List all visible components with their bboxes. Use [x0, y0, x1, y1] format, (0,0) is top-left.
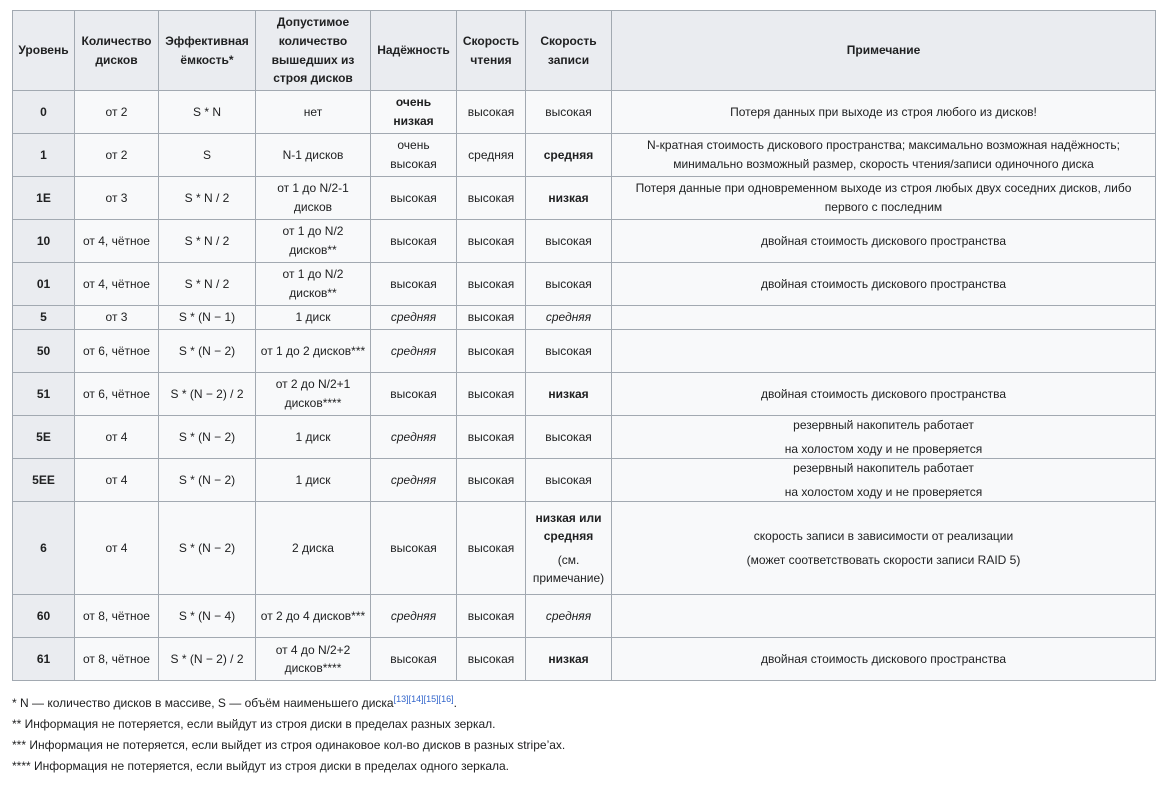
header-capacity: Эффективная ёмкость* [159, 11, 256, 91]
cell-reliability-text: высокая [390, 652, 437, 667]
table-row [13, 306, 1156, 330]
cell-write-speed-text: высокая [545, 276, 592, 291]
cell-level-text: 60 [36, 609, 51, 624]
cell-capacity [159, 416, 256, 459]
cell-tolerance-text: нет [303, 104, 323, 119]
cell-write-speed-text: высокая [545, 104, 592, 119]
footnote-4: **** Информация не потеряется, если выйдут из строя диски в пределах одного зеркала. [12, 759, 510, 773]
cell-level-text: 5EE [32, 472, 55, 487]
cell-write-speed-text: средняя [545, 310, 592, 325]
cell-reliability-text: средняя [390, 472, 437, 487]
cell-write-speed-text: средняя [545, 609, 592, 624]
cell-reliability [371, 638, 457, 681]
cell-capacity [159, 220, 256, 263]
cell-tolerance [256, 134, 371, 177]
cell-capacity [159, 263, 256, 306]
cell-tolerance-text: от 2 до N/2+1 дисков**** [275, 377, 351, 410]
cell-read-speed-text: высокая [467, 472, 515, 487]
cell-capacity [159, 330, 256, 373]
table-row [13, 177, 1156, 220]
header-tolerance: Допустимое количество вышедших из строя дисков [256, 11, 371, 91]
cell-tolerance [256, 220, 371, 263]
cell-capacity [159, 177, 256, 220]
cell-capacity-text: S * N / 2 [184, 190, 230, 205]
cell-capacity [159, 502, 256, 595]
cell-note-text-extra: на холостом ходу и не проверяется [784, 484, 983, 499]
cell-level [13, 330, 75, 373]
cell-disks-text: от 4 [105, 429, 128, 444]
cell-tolerance-text: 1 диск [295, 472, 331, 487]
table-row [13, 416, 1156, 459]
cell-tolerance [256, 502, 371, 595]
cell-write-speed [526, 134, 612, 177]
cell-tolerance [256, 91, 371, 134]
cell-reliability-text: средняя [390, 609, 437, 624]
cell-reliability-text: средняя [390, 429, 437, 444]
header-level: Уровень [13, 11, 75, 91]
cell-disks [75, 263, 159, 306]
cell-write-speed [526, 459, 612, 502]
cell-read-speed-text: высокая [467, 386, 515, 401]
cell-write-speed-text: высокая [545, 429, 592, 444]
cell-tolerance [256, 263, 371, 306]
header-read-speed: Скорость чтения [457, 11, 526, 91]
cell-tolerance [256, 177, 371, 220]
table-body [13, 91, 1156, 681]
cell-write-speed [526, 416, 612, 459]
cell-capacity-text: S * N [192, 104, 221, 119]
cell-capacity [159, 638, 256, 681]
cell-tolerance [256, 459, 371, 502]
table-row [13, 502, 1156, 595]
cell-capacity-text: S * (N − 2) [178, 472, 236, 487]
cell-reliability [371, 177, 457, 220]
cell-disks [75, 306, 159, 330]
cell-capacity [159, 373, 256, 416]
cell-disks-text: от 8, чётное [83, 652, 150, 667]
cell-note [612, 502, 1156, 595]
cell-write-speed-text: низкая [548, 386, 589, 401]
cell-note [612, 177, 1156, 220]
cell-read-speed [457, 220, 526, 263]
cell-note-text: двойная стоимость дискового пространства [760, 233, 1007, 248]
footnote-3: *** Информация не потеряется, если выйдет из строя одинаковое кол-во дисков в разных stripe’ах. [12, 738, 566, 752]
footnote-1-text: * N — количество дисков в массиве, S — объём наименьшего диска [12, 696, 394, 710]
cell-note-text: Потеря данных при выходе из строя любого из дисков! [730, 104, 1037, 119]
table-header-row [13, 11, 1156, 91]
header-reliability: Надёжность [371, 11, 457, 91]
table-row [13, 373, 1156, 416]
cell-disks [75, 91, 159, 134]
cell-disks [75, 373, 159, 416]
cell-note-text: двойная стоимость дискового пространства [760, 652, 1007, 667]
cell-read-speed [457, 134, 526, 177]
cell-level [13, 306, 75, 330]
cell-capacity-text: S * (N − 2) / 2 [170, 386, 244, 401]
cell-capacity [159, 306, 256, 330]
cell-read-speed [457, 373, 526, 416]
cell-tolerance [256, 595, 371, 638]
cell-level-text: 61 [36, 652, 51, 667]
cell-disks [75, 220, 159, 263]
cell-disks [75, 330, 159, 373]
cell-level [13, 459, 75, 502]
cell-note-text: резервный накопитель работает [793, 418, 974, 432]
header-disks: Количество дисков [75, 11, 159, 91]
cell-read-speed-text: средняя [468, 147, 514, 162]
cell-tolerance-text: 2 диска [292, 541, 334, 556]
cell-note [612, 220, 1156, 263]
cell-note [612, 373, 1156, 416]
cell-read-speed [457, 502, 526, 595]
cell-note-text: двойная стоимость дискового пространства [760, 276, 1007, 291]
cell-read-speed-text: высокая [467, 276, 515, 291]
cell-disks-text: от 6, чётное [83, 343, 150, 358]
cell-disks [75, 502, 159, 595]
cell-read-speed [457, 638, 526, 681]
cell-capacity-text: S * (N − 2) [178, 343, 236, 358]
cell-note-text: скорость записи в зависимости от реализации [753, 529, 1014, 544]
cell-reliability-text: средняя [390, 310, 437, 325]
cell-reliability-text: высокая [390, 541, 437, 556]
cell-level-text: 0 [40, 104, 47, 119]
cell-reliability [371, 373, 457, 416]
cell-tolerance-text: от 1 до N/2-1 дисков [277, 181, 349, 214]
cell-note-text-extra: на холостом ходу и не проверяется [784, 441, 983, 456]
cell-level-text: 51 [36, 386, 51, 401]
cell-write-speed [526, 306, 612, 330]
footnote-1 [12, 693, 565, 714]
header-note: Примечание [612, 11, 1156, 91]
cell-write-speed-text: высокая [545, 343, 592, 358]
cell-write-speed [526, 502, 612, 595]
cell-level-text: 1E [36, 190, 51, 205]
cell-disks-text: от 4 [105, 541, 128, 556]
cell-note-text-extra: (может соответствовать скорости записи RAID 5) [746, 552, 1021, 567]
cell-tolerance [256, 306, 371, 330]
cell-reliability-text: средняя [390, 343, 437, 358]
cell-reliability [371, 330, 457, 373]
cell-read-speed [457, 177, 526, 220]
cell-reliability-text: очень низкая [393, 95, 434, 128]
cell-capacity [159, 91, 256, 134]
cell-write-speed [526, 330, 612, 373]
cell-level [13, 91, 75, 134]
cell-capacity [159, 134, 256, 177]
cell-capacity-text: S * (N − 2) / 2 [170, 652, 244, 667]
cell-disks [75, 459, 159, 502]
cell-capacity [159, 459, 256, 502]
cell-disks-text: от 4, чётное [83, 276, 150, 291]
cell-note [612, 330, 1156, 373]
cell-note [612, 459, 1156, 502]
cell-level [13, 177, 75, 220]
cell-reliability [371, 416, 457, 459]
header-write-speed: Скорость записи [526, 11, 612, 91]
cell-level [13, 263, 75, 306]
cell-read-speed-text: высокая [467, 233, 515, 248]
cell-reliability [371, 595, 457, 638]
cell-level [13, 220, 75, 263]
cell-write-speed-text: высокая [545, 472, 592, 487]
cell-write-speed [526, 91, 612, 134]
cell-disks-text: от 8, чётное [83, 609, 150, 624]
cell-tolerance-text: 1 диск [295, 429, 331, 444]
cell-note [612, 91, 1156, 134]
cell-note [612, 416, 1156, 459]
cell-read-speed [457, 595, 526, 638]
cell-write-speed-text-extra: (см. примечание) [532, 552, 605, 586]
cell-read-speed-text: высокая [467, 541, 515, 556]
cell-level-text: 50 [36, 343, 51, 358]
cell-write-speed [526, 220, 612, 263]
cell-reliability-text: высокая [390, 386, 437, 401]
cell-read-speed-text: высокая [467, 310, 515, 325]
cell-reliability-text: высокая [390, 276, 437, 291]
cell-read-speed-text: высокая [467, 343, 515, 358]
cell-write-speed [526, 263, 612, 306]
cell-note [612, 595, 1156, 638]
cell-reliability-text: очень высокая [390, 138, 437, 171]
cell-tolerance-text: от 1 до N/2 дисков** [282, 224, 344, 257]
cell-tolerance-text: N-1 дисков [282, 147, 344, 162]
raid-levels-table [12, 10, 1156, 681]
cell-note [612, 638, 1156, 681]
cell-disks-text: от 3 [105, 310, 128, 325]
cell-read-speed [457, 330, 526, 373]
cell-level [13, 502, 75, 595]
table-row [13, 330, 1156, 373]
cell-level-text: 5 [40, 310, 47, 325]
cell-read-speed-text: высокая [467, 652, 515, 667]
cell-write-speed [526, 373, 612, 416]
cell-level-text: 1 [40, 147, 47, 162]
cell-reliability [371, 134, 457, 177]
cell-note-text: N-кратная стоимость дискового пространства; максимально возможная надёжность; минимально возможный размер, скорость чтения/записи одиночного диска [646, 138, 1120, 171]
cell-level [13, 373, 75, 416]
cell-disks [75, 638, 159, 681]
cell-capacity-text: S * N / 2 [184, 276, 230, 291]
cell-capacity-text: S * (N − 2) [178, 429, 236, 444]
cell-disks-text: от 2 [105, 104, 128, 119]
cell-read-speed [457, 416, 526, 459]
cell-disks-text: от 2 [105, 147, 128, 162]
cell-level [13, 595, 75, 638]
cell-reliability [371, 502, 457, 595]
cell-reliability [371, 263, 457, 306]
cell-tolerance-text: от 1 до 2 дисков*** [260, 343, 366, 358]
cell-capacity-text: S * N / 2 [184, 233, 230, 248]
cell-level-text: 01 [36, 276, 51, 291]
cell-level [13, 638, 75, 681]
cell-disks-text: от 6, чётное [83, 386, 150, 401]
cell-level-text: 6 [40, 541, 47, 556]
footnote-1-period: . [453, 696, 457, 710]
cell-level [13, 134, 75, 177]
cell-read-speed-text: высокая [467, 104, 515, 119]
cell-tolerance [256, 638, 371, 681]
footnote-2: ** Информация не потеряется, если выйдут из строя диски в пределах разных зеркал. [12, 717, 496, 731]
table-row [13, 459, 1156, 502]
cell-tolerance-text: от 1 до N/2 дисков** [282, 267, 344, 300]
cell-note-text: двойная стоимость дискового пространства [760, 386, 1007, 401]
cell-level-text: 5E [36, 429, 51, 444]
cell-tolerance-text: от 4 до N/2+2 дисков**** [275, 642, 351, 676]
cell-reliability-text: высокая [390, 190, 437, 205]
cell-read-speed [457, 306, 526, 330]
cell-write-speed-text: высокая [545, 233, 592, 248]
cell-disks [75, 416, 159, 459]
cell-disks-text: от 4, чётное [83, 233, 150, 248]
table-row [13, 91, 1156, 134]
cell-disks-text: от 4 [105, 472, 128, 487]
cell-note-text: Потеря данные при одновременном выходе из строя любых двух соседних дисков, либо первого с последним [635, 181, 1132, 214]
cell-write-speed [526, 595, 612, 638]
cell-read-speed [457, 459, 526, 502]
cell-tolerance-text: 1 диск [295, 310, 331, 325]
cell-tolerance-text: от 2 до 4 дисков*** [260, 609, 366, 624]
cell-write-speed-text: низкая [548, 652, 589, 667]
cell-read-speed-text: высокая [467, 429, 515, 444]
cell-write-speed-text: низкая или средняя [535, 510, 602, 544]
cell-write-speed [526, 638, 612, 681]
cell-tolerance [256, 416, 371, 459]
cell-reliability [371, 91, 457, 134]
table-row [13, 595, 1156, 638]
cell-tolerance [256, 330, 371, 373]
cell-write-speed-text: низкая [548, 190, 589, 205]
cell-tolerance [256, 373, 371, 416]
cell-disks [75, 134, 159, 177]
cell-disks [75, 595, 159, 638]
table-row [13, 638, 1156, 681]
cell-level-text: 10 [36, 233, 51, 248]
cell-capacity [159, 595, 256, 638]
cell-read-speed [457, 91, 526, 134]
table-row [13, 220, 1156, 263]
cell-capacity-text: S * (N − 4) [178, 609, 236, 624]
cell-capacity-text: S * (N − 1) [178, 310, 236, 325]
cell-write-speed-text: средняя [543, 147, 594, 162]
cell-capacity-text: S * (N − 2) [178, 541, 236, 556]
cell-read-speed [457, 263, 526, 306]
footnote-1-references[interactable]: [13][14][15][16] [393, 694, 454, 704]
cell-note-text: резервный накопитель работает [793, 461, 974, 476]
cell-disks [75, 177, 159, 220]
cell-note [612, 306, 1156, 330]
cell-reliability-text: высокая [390, 233, 437, 248]
table-row [13, 263, 1156, 306]
cell-write-speed [526, 177, 612, 220]
cell-capacity-text: S [202, 147, 211, 162]
cell-note [612, 263, 1156, 306]
cell-reliability [371, 459, 457, 502]
cell-reliability [371, 220, 457, 263]
cell-reliability [371, 306, 457, 330]
table-row [13, 134, 1156, 177]
footnotes [12, 693, 565, 777]
cell-read-speed-text: высокая [467, 609, 515, 624]
cell-level [13, 416, 75, 459]
cell-read-speed-text: высокая [467, 190, 515, 205]
cell-note [612, 134, 1156, 177]
cell-disks-text: от 3 [105, 190, 128, 205]
